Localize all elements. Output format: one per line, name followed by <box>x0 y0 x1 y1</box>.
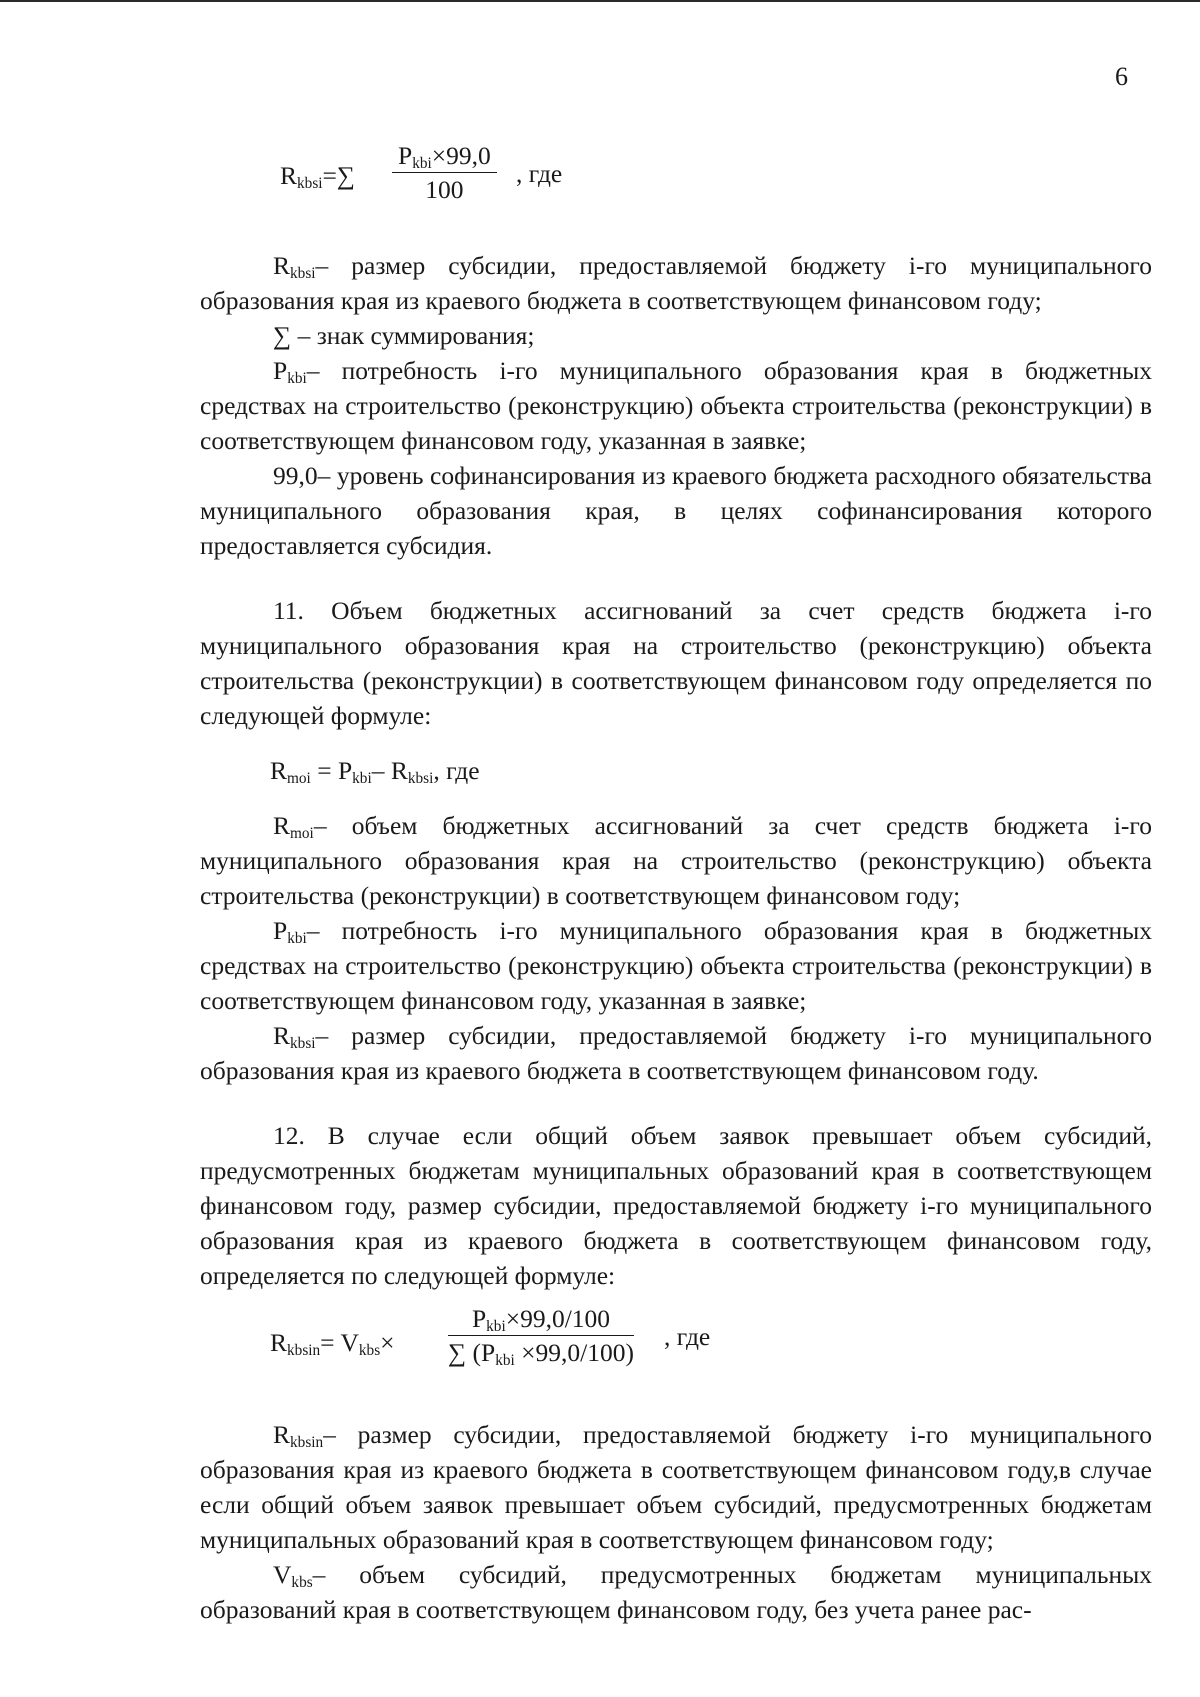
formula-subsidy-excess <box>270 1303 1152 1381</box>
top-border-line <box>0 0 1200 2</box>
document-body <box>200 140 1152 1627</box>
fraction-denominator: ∑ $(P_{kbi} \times 99,0/100)$ <box>448 1338 634 1369</box>
formula-where: , где <box>664 1322 711 1351</box>
formula-lhs: $R_{kbsin}= V_{kbs}\times$ <box>270 1328 395 1359</box>
definition-item: $R_{kbsi}-$ размер субсидии, предоставляемой бюджету i-го муниципального образования края из краевого бюджета в соответствующем финансовом году; <box>200 251 1152 315</box>
definition-item: $P_{kbi}-$ потребность i-го муниципального образования края в бюджетных средствах на строительство (реконструкцию) объекта строительства (реконструкции) в соответствующем финансовом году, указанная в заявке; <box>200 916 1152 1015</box>
formula-subsidy <box>280 140 1152 210</box>
definition-item: $V_{kbs}-$ объем субсидий, предусмотренных бюджетам муниципальных образований края в соответствующем финансовом году, без учета ранее рас- <box>200 1560 1152 1624</box>
fraction-numerator: $P_{kbi}\times 99,0/100$ <box>448 1303 634 1336</box>
definition-item: ∑ – знак суммирования; <box>273 321 535 350</box>
definition-item: $P_{kbi}-$ потребность i-го муниципального образования края в бюджетных средствах на строительство (реконструкцию) объекта строительства (реконструкции) в соответствующем финансовом году, указанная в заявке; <box>200 356 1152 455</box>
formula-fraction <box>392 140 497 207</box>
paragraph-11: 11. Объем бюджетных ассигнований за счет средств бюджета i-го муниципального образования края на строительство (реконструкцию) объекта строительства (реконструкции) в соответствующем финансовом году определяется по следующей формуле: <box>200 596 1152 730</box>
definition-item: $R_{moi}-$ объем бюджетных ассигнований за счет средств бюджета i-го муниципального образования края на строительство (реконструкцию) объекта строительства (реконструкции) в соответствующем финансовом году; <box>200 811 1152 910</box>
formula-lhs: $R_{kbsi}=\sum$ <box>280 161 356 192</box>
definition-item: 99,0– уровень софинансирования из краевого бюджета расходного обязательства муниципального образования края, в целях софинансирования которого предоставляется субсидия. <box>200 461 1152 560</box>
fraction-numerator: $P_{kbi}\times 99,0$ <box>392 140 497 173</box>
formula-fraction <box>448 1303 634 1370</box>
definition-item: $R_{kbsi}-$ размер субсидии, предоставляемой бюджету i-го муниципального образования края из краевого бюджета в соответствующем финансовом году. <box>200 1021 1152 1085</box>
fraction-denominator: 100 <box>425 175 464 204</box>
definition-item: $R_{kbsin}-$ размер субсидии, предоставляемой бюджету i-го муниципального образования края из краевого бюджета в соответствующем финансовом году,в случае если общий объем заявок превышает объем субсидий, предусмотренных бюджетам муниципальных образований края в соответствующем финансовом году; <box>200 1420 1152 1554</box>
formula-where: , где <box>516 159 563 188</box>
paragraph-12: 12. В случае если общий объем заявок превышает объем субсидий, предусмотренных бюджетам муниципальных образований края в соответствующем финансовом году, размер субсидии, предоставляемой бюджету i-го муниципального образования края из краевого бюджета в соответствующем финансовом году, определяется по следующей формуле: <box>200 1121 1152 1290</box>
page-number: 6 <box>1115 62 1128 91</box>
formula-allocations: $R_{moi} = P_{kbi}-$ $R_{kbsi}$, где <box>270 756 480 787</box>
